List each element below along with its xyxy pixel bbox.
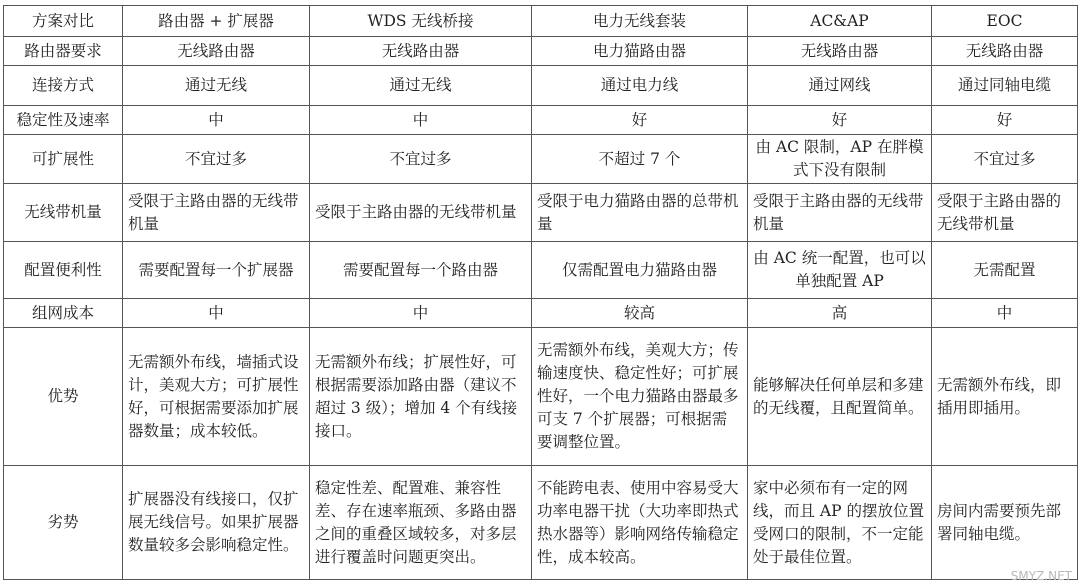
table-cell: 不超过 7 个 (532, 135, 748, 184)
table-cell: 无线路由器 (123, 37, 310, 66)
table-cell: 需要配置每一个路由器 (310, 242, 532, 299)
table-cell: 扩展器没有线接口，仅扩展无线信号。如果扩展器数量较多会影响稳定性。 (123, 466, 310, 580)
header-cell: 方案对比 (4, 6, 123, 37)
header-cell: EOC (932, 6, 1078, 37)
table-cell: 稳定性差、配置难、兼容性差、存在速率瓶颈、多路由器之间的重叠区域较多，对多层进行覆盖时问题更突出。 (310, 466, 532, 580)
table-cell: 无需额外布线，即插用即插用。 (932, 328, 1078, 466)
table-cell: 好 (748, 106, 932, 135)
table-cell: 无需配置 (932, 242, 1078, 299)
header-cell: 电力无线套装 (532, 6, 748, 37)
table-cell: 需要配置每一个扩展器 (123, 242, 310, 299)
table-cell: 较高 (532, 299, 748, 328)
table-cell: 能够解决任何单层和多建的无线覆，且配置简单。 (748, 328, 932, 466)
table-cell: 受限于主路由器的无线带机量 (123, 184, 310, 242)
table-row (4, 106, 1078, 135)
comparison-table (3, 5, 1078, 580)
table-cell: 不宜过多 (310, 135, 532, 184)
table-cell: 中 (123, 299, 310, 328)
table-cell: 受限于主路由器的无线带机量 (310, 184, 532, 242)
header-cell: 路由器 + 扩展器 (123, 6, 310, 37)
table-cell: 通过电力线 (532, 66, 748, 106)
table-row (4, 466, 1078, 580)
table-cell: 中 (310, 299, 532, 328)
table-cell: 由 AC 限制，AP 在胖模式下没有限制 (748, 135, 932, 184)
table-cell: 通过网线 (748, 66, 932, 106)
table-cell: 无需额外布线；扩展性好，可根据需要添加路由器（建议不超过 3 级）；增加 4 个有线接接口。 (310, 328, 532, 466)
table-cell: 无需额外布线，墙插式设计，美观大方；可扩展性好，可根据需要添加扩展器数量；成本较低。 (123, 328, 310, 466)
row-label: 可扩展性 (4, 135, 123, 184)
table-cell: 不宜过多 (123, 135, 310, 184)
row-label: 组网成本 (4, 299, 123, 328)
table-row (4, 242, 1078, 299)
table-cell: 高 (748, 299, 932, 328)
watermark-text: SMYZ.NET (1010, 569, 1072, 583)
table-cell: 受限于电力猫路由器的总带机量 (532, 184, 748, 242)
table-cell: 房间内需要预先部署同轴电缆。 (932, 466, 1078, 580)
table-cell: 仅需配置电力猫路由器 (532, 242, 748, 299)
table-row (4, 184, 1078, 242)
table-cell: 由 AC 统一配置，也可以单独配置 AP (748, 242, 932, 299)
row-label: 稳定性及速率 (4, 106, 123, 135)
table-cell: 无需额外布线，美观大方；传输速度快、稳定性好；可扩展性好，一个电力猫路由器最多可支 7 个扩展器；可根据需要调整位置。 (532, 328, 748, 466)
table-row (4, 135, 1078, 184)
table-cell: 电力猫路由器 (532, 37, 748, 66)
header-row (4, 6, 1078, 37)
table-cell: 通过无线 (123, 66, 310, 106)
header-cell: WDS 无线桥接 (310, 6, 532, 37)
row-label: 无线带机量 (4, 184, 123, 242)
table-cell: 中 (123, 106, 310, 135)
table-cell: 不宜过多 (932, 135, 1078, 184)
table-cell: 受限于主路由器的无线带机量 (932, 184, 1078, 242)
table-cell: 不能跨电表、使用中容易受大功率电器干扰（大功率即热式热水器等）影响网络传输稳定性，成本较高。 (532, 466, 748, 580)
table-cell: 好 (932, 106, 1078, 135)
table-row (4, 299, 1078, 328)
table-cell: 中 (310, 106, 532, 135)
table-row (4, 37, 1078, 66)
table-cell: 通过无线 (310, 66, 532, 106)
table-cell: 无线路由器 (748, 37, 932, 66)
table-row (4, 328, 1078, 466)
row-label: 连接方式 (4, 66, 123, 106)
table-cell: 中 (932, 299, 1078, 328)
table-cell: 无线路由器 (932, 37, 1078, 66)
table-cell: 受限于主路由器的无线带机量 (748, 184, 932, 242)
row-label: 劣势 (4, 466, 123, 580)
row-label: 配置便利性 (4, 242, 123, 299)
table-cell: 好 (532, 106, 748, 135)
table-cell: 通过同轴电缆 (932, 66, 1078, 106)
table-row (4, 66, 1078, 106)
table-cell: 家中必须布有一定的网线，而且 AP 的摆放位置受网口的限制，不一定能处于最佳位置。 (748, 466, 932, 580)
row-label: 路由器要求 (4, 37, 123, 66)
row-label: 优势 (4, 328, 123, 466)
header-cell: AC&AP (748, 6, 932, 37)
table-cell: 无线路由器 (310, 37, 532, 66)
